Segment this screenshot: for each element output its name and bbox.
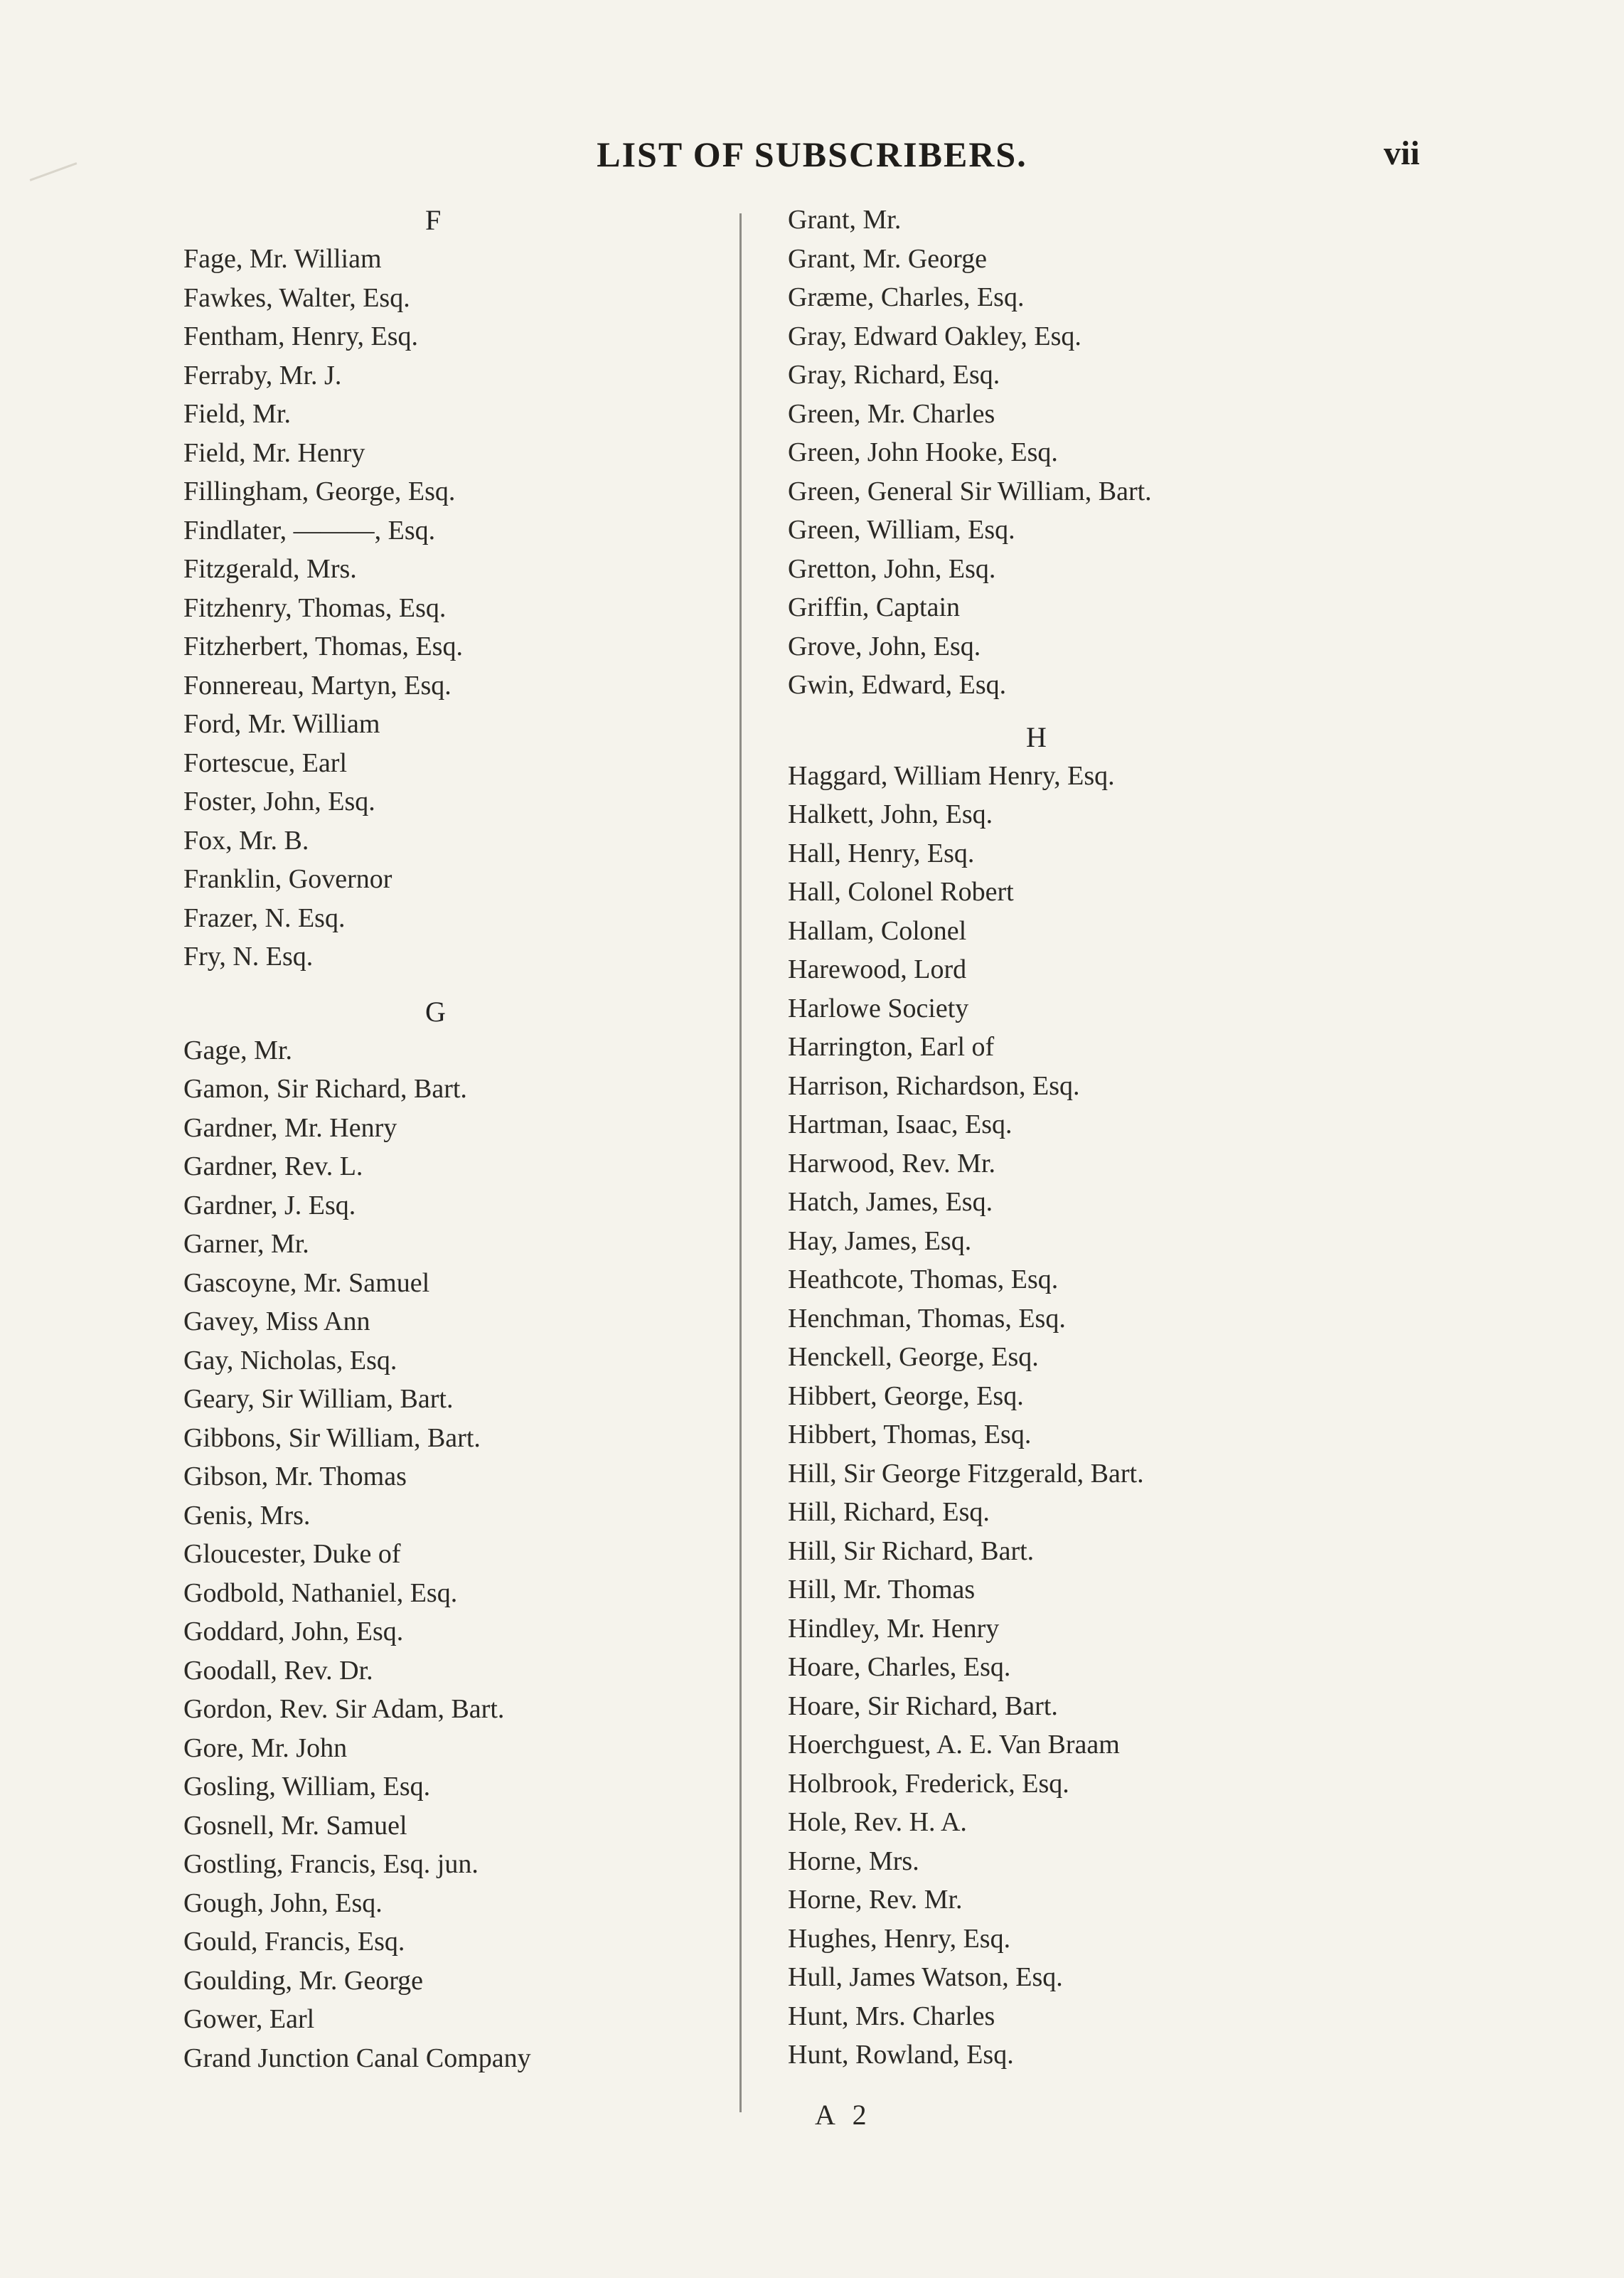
subscriber-entry: Field, Mr. [183, 399, 291, 429]
entry-list-g [183, 1031, 724, 2078]
subscriber-entry: Hoare, Sir Richard, Bart. [788, 1691, 1058, 1721]
subscriber-entry: Hill, Sir Richard, Bart. [788, 1535, 1035, 1566]
subscriber-entry: Grove, John, Esq. [788, 631, 981, 661]
subscriber-entry: Hall, Henry, Esq. [788, 838, 975, 868]
subscriber-entry: Hall, Colonel Robert [788, 877, 1014, 907]
subscriber-entry: Fillingham, George, Esq. [183, 477, 456, 506]
subscriber-entry: Green, Mr. Charles [788, 398, 995, 429]
subscriber-entry: Goulding, Mr. George [183, 1965, 424, 1996]
subscriber-entry: Gamon, Sir Richard, Bart. [183, 1074, 467, 1104]
subscriber-entry: Gavey, Miss Ann [183, 1306, 370, 1336]
subscriber-entry: Griffin, Captain [788, 592, 961, 622]
subscriber-entry: Green, General Sir William, Bart. [788, 476, 1152, 506]
subscriber-entry: Genis, Mrs. [183, 1500, 311, 1531]
subscriber-entry: Ferraby, Mr. J. [183, 360, 342, 390]
subscriber-entry: Green, William, Esq. [788, 515, 1015, 545]
entry-list-f [183, 240, 724, 976]
subscriber-entry: Gower, Earl [183, 2004, 315, 2034]
subscriber-entry: Hoare, Charles, Esq. [788, 1652, 1011, 1682]
subscriber-entry: Gardner, Mr. Henry [183, 1112, 397, 1143]
subscriber-entry: Garner, Mr. [183, 1229, 309, 1259]
subscriber-entry: Godbold, Nathaniel, Esq. [183, 1577, 458, 1608]
subscriber-entry: Gloucester, Duke of [183, 1539, 401, 1569]
signature-mark: A 2 [815, 2099, 872, 2131]
subscriber-entry: Foster, John, Esq. [183, 787, 375, 816]
subscriber-entry: Frazer, N. Esq. [183, 903, 346, 933]
page-title: LIST OF SUBSCRIBERS. [597, 134, 1027, 174]
subscriber-entry: Harlowe Society [788, 993, 969, 1023]
subscriber-entry: Hunt, Rowland, Esq. [788, 2040, 1014, 2070]
subscriber-entry: Gough, John, Esq. [183, 1888, 383, 1918]
subscriber-entry: Fitzgerald, Mrs. [183, 554, 357, 584]
subscriber-entry: Field, Mr. Henry [183, 437, 365, 468]
subscriber-entry: Ford, Mr. William [183, 709, 380, 739]
subscriber-entry: Grand Junction Canal Company [183, 2043, 531, 2073]
subscriber-entry: Gardner, J. Esq. [183, 1190, 356, 1220]
subscriber-entry: Gray, Edward Oakley, Esq. [788, 321, 1081, 351]
subscriber-entry: Findlater, ———, Esq. [183, 515, 436, 545]
subscriber-entry: Gretton, John, Esq. [788, 553, 996, 584]
subscriber-entry: Franklin, Governor [183, 864, 392, 894]
subscriber-entry: Hay, James, Esq. [788, 1225, 972, 1256]
subscriber-entry: Holbrook, Frederick, Esq. [788, 1768, 1069, 1799]
subscriber-entry: Hill, Sir George Fitzgerald, Bart. [788, 1458, 1144, 1489]
subscriber-entry: Hindley, Mr. Henry [788, 1613, 1000, 1644]
subscriber-entry: Gore, Mr. John [183, 1733, 348, 1763]
subscriber-entry: Halkett, John, Esq. [788, 799, 993, 829]
subscriber-entry: Harewood, Lord [788, 954, 967, 984]
subscriber-entry: Gwin, Edward, Esq. [788, 670, 1007, 700]
subscriber-entry: Hatch, James, Esq. [788, 1187, 993, 1217]
subscriber-entry: Fonnereau, Martyn, Esq. [183, 670, 452, 701]
subscriber-entry: Gascoyne, Mr. Samuel [183, 1267, 430, 1298]
subscriber-entry: Fawkes, Walter, Esq. [183, 282, 410, 313]
subscriber-entry: Henchman, Thomas, Esq. [788, 1303, 1066, 1334]
subscriber-entry: Hallam, Colonel [788, 915, 967, 946]
subscriber-entry: Harrison, Richardson, Esq. [788, 1070, 1080, 1101]
subscriber-entry: Haggard, William Henry, Esq. [788, 760, 1115, 791]
subscriber-entry: Gostling, Francis, Esq. jun. [183, 1849, 479, 1879]
subscriber-entry: Gibson, Mr. Thomas [183, 1462, 407, 1491]
subscriber-entry: Græme, Charles, Esq. [788, 282, 1025, 312]
subscriber-entry: Gosling, William, Esq. [183, 1772, 431, 1801]
subscriber-entry: Fitzhenry, Thomas, Esq. [183, 592, 447, 623]
subscriber-entry: Fortescue, Earl [183, 747, 348, 778]
subscriber-entry: Hunt, Mrs. Charles [788, 2001, 995, 2031]
subscriber-entry: Gordon, Rev. Sir Adam, Bart. [183, 1694, 505, 1724]
subscriber-entry: Grant, Mr. George [788, 243, 988, 274]
subscriber-entry: Goddard, John, Esq. [183, 1617, 404, 1646]
subscriber-entry: Gardner, Rev. L. [183, 1151, 363, 1181]
subscriber-entry: Goodall, Rev. Dr. [183, 1655, 373, 1686]
subscriber-entry: Gosnell, Mr. Samuel [183, 1810, 407, 1841]
subscriber-entry: Hibbert, George, Esq. [788, 1380, 1024, 1411]
subscriber-entry: Hughes, Henry, Esq. [788, 1923, 1011, 1954]
subscriber-entry: Hole, Rev. H. A. [788, 1807, 967, 1837]
subscriber-entry: Gould, Francis, Esq. [183, 1927, 405, 1957]
section-letter-f: F [425, 204, 442, 236]
subscriber-entry: Gay, Nicholas, Esq. [183, 1345, 397, 1375]
subscriber-entry: Hill, Mr. Thomas [788, 1575, 976, 1604]
section-letter-g: G [425, 995, 446, 1028]
page-number: vii [1384, 134, 1420, 172]
section-letter-h: H [1026, 720, 1047, 753]
subscriber-entry: Horne, Rev. Mr. [788, 1885, 963, 1915]
subscriber-entry: Harrington, Earl of [788, 1032, 995, 1062]
subscriber-entry: Gage, Mr. [183, 1035, 293, 1065]
subscriber-entry: Geary, Sir William, Bart. [183, 1384, 454, 1414]
subscriber-entry: Hill, Richard, Esq. [788, 1497, 990, 1527]
left-column [183, 201, 724, 2077]
subscriber-entry: Fage, Mr. William [183, 244, 382, 274]
subscriber-entry: Harwood, Rev. Mr. [788, 1148, 995, 1178]
subscriber-entry: Heathcote, Thomas, Esq. [788, 1265, 1059, 1294]
subscriber-entry: Grant, Mr. [788, 205, 902, 235]
subscriber-entry: Fox, Mr. B. [183, 825, 309, 856]
subscriber-entry: Fentham, Henry, Esq. [183, 321, 418, 351]
subscriber-entry: Hoerchguest, A. E. Van Braam [788, 1730, 1120, 1760]
subscriber-entry: Hartman, Isaac, Esq. [788, 1109, 1013, 1139]
column-divider [739, 213, 742, 2112]
right-column [788, 201, 1499, 2075]
subscriber-entry: Henckell, George, Esq. [788, 1342, 1039, 1372]
subscriber-entry: Gibbons, Sir William, Bart. [183, 1422, 481, 1453]
entry-list-h [788, 757, 1499, 2075]
subscriber-entry: Gray, Richard, Esq. [788, 360, 1000, 390]
entry-list-g-continued [788, 201, 1499, 705]
subscriber-entry: Fitzherbert, Thomas, Esq. [183, 632, 463, 661]
subscriber-entry: Hibbert, Thomas, Esq. [788, 1420, 1032, 1449]
subscriber-entry: Fry, N. Esq. [183, 942, 314, 972]
subscriber-entry: Horne, Mrs. [788, 1846, 919, 1876]
subscriber-entry: Green, John Hooke, Esq. [788, 437, 1058, 467]
subscriber-entry: Hull, James Watson, Esq. [788, 1962, 1063, 1992]
